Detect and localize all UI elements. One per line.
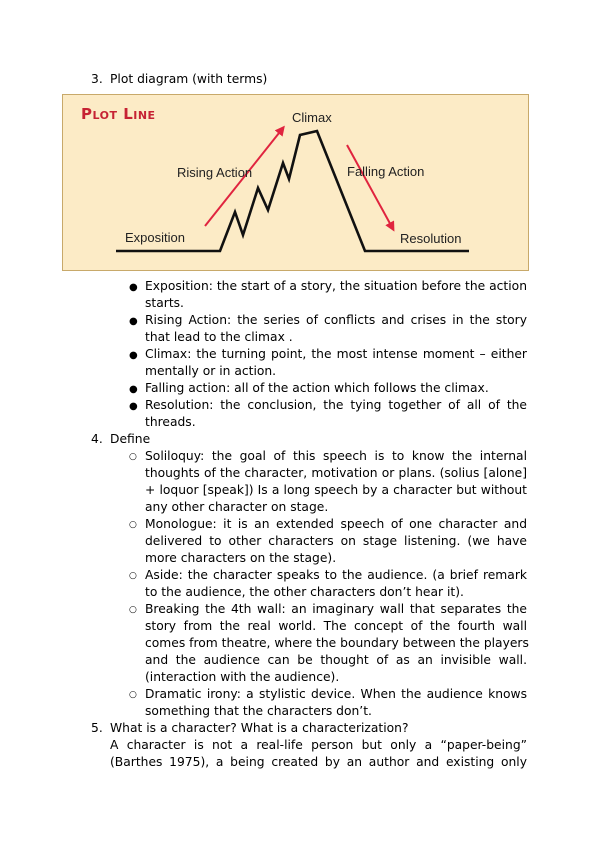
label-resolution: Resolution <box>400 231 462 246</box>
q5-paragraph-line2: (Barthes 1975), a being created by an author and existing only <box>110 755 527 769</box>
term-exposition-line1: Exposition: the start of a story, the situation before the action <box>145 279 527 293</box>
def-fourth-wall-line5: (interaction with the audience). <box>145 670 340 684</box>
def-fourth-wall-line1: Breaking the 4th wall: an imaginary wall that separates the <box>145 602 527 616</box>
bullet-icon: ● <box>129 282 138 293</box>
bullet-icon: ● <box>129 350 138 361</box>
def-soliloquy-line2: thoughts of the character, motivation or plans. (solius [alone] <box>145 466 527 480</box>
circle-bullet-icon: ○ <box>129 452 137 462</box>
q4-number: 4. <box>91 432 103 446</box>
falling-arrow <box>347 145 393 229</box>
term-falling-line1: Falling action: all of the action which follows the climax. <box>145 381 489 395</box>
label-exposition: Exposition <box>125 230 185 245</box>
def-monologue-line2: delivered to other characters on stage listening. (we have <box>145 534 527 548</box>
def-aside-line2: to the audience, the other characters don’t hear it). <box>145 585 464 599</box>
bullet-icon: ● <box>129 316 138 327</box>
def-fourth-wall-line4: and the audience can be thought of as an invisible wall. <box>145 653 527 667</box>
diagram-title: Plot Line <box>81 105 156 123</box>
bullet-icon: ● <box>129 401 138 412</box>
def-irony-line2: something that the characters don’t. <box>145 704 372 718</box>
q4-heading: Define <box>110 432 151 446</box>
def-monologue-line1: Monologue: it is an extended speech of one character and <box>145 517 527 531</box>
term-rising-line1: Rising Action: the series of conflicts and crises in the story <box>145 313 527 327</box>
plot-diagram <box>62 94 529 271</box>
def-fourth-wall-line2: story from the real world. The concept of the fourth wall <box>145 619 527 633</box>
def-fourth-wall-line3: comes from theatre, where the boundary between the players <box>145 636 529 650</box>
term-climax-line1: Climax: the turning point, the most intense moment – either <box>145 347 527 361</box>
label-rising-action: Rising Action <box>177 165 253 180</box>
circle-bullet-icon: ○ <box>129 520 137 530</box>
label-climax: Climax <box>292 110 332 125</box>
def-soliloquy-line1: Soliloquy: the goal of this speech is to know the internal <box>145 449 527 463</box>
term-resolution-line1: Resolution: the conclusion, the tying together of all of the <box>145 398 527 412</box>
label-falling-action: Falling Action <box>347 164 425 179</box>
term-rising-line2: that lead to the climax . <box>145 330 293 344</box>
circle-bullet-icon: ○ <box>129 690 137 700</box>
bullet-icon: ● <box>129 384 138 395</box>
def-irony-line1: Dramatic irony: a stylistic device. When the audience knows <box>145 687 527 701</box>
q5-number: 5. <box>91 721 103 735</box>
q5-heading: What is a character? What is a characterization? <box>110 721 409 735</box>
term-exposition-line2: starts. <box>145 296 184 310</box>
q3-heading: Plot diagram (with terms) <box>110 72 268 86</box>
def-soliloquy-line3: + loquor [speak]) Is a long speech by a character but without <box>145 483 527 497</box>
circle-bullet-icon: ○ <box>129 605 137 615</box>
def-monologue-line3: more characters on the stage). <box>145 551 337 565</box>
circle-bullet-icon: ○ <box>129 571 137 581</box>
q3-number: 3. <box>91 72 103 86</box>
def-aside-line1: Aside: the character speaks to the audience. (a brief remark <box>145 568 527 582</box>
q5-paragraph-line1: A character is not a real-life person but only a “paper-being” <box>110 738 527 752</box>
term-resolution-line2: threads. <box>145 415 196 429</box>
term-climax-line2: mentally or in action. <box>145 364 277 378</box>
def-soliloquy-line4: any other character on stage. <box>145 500 329 514</box>
